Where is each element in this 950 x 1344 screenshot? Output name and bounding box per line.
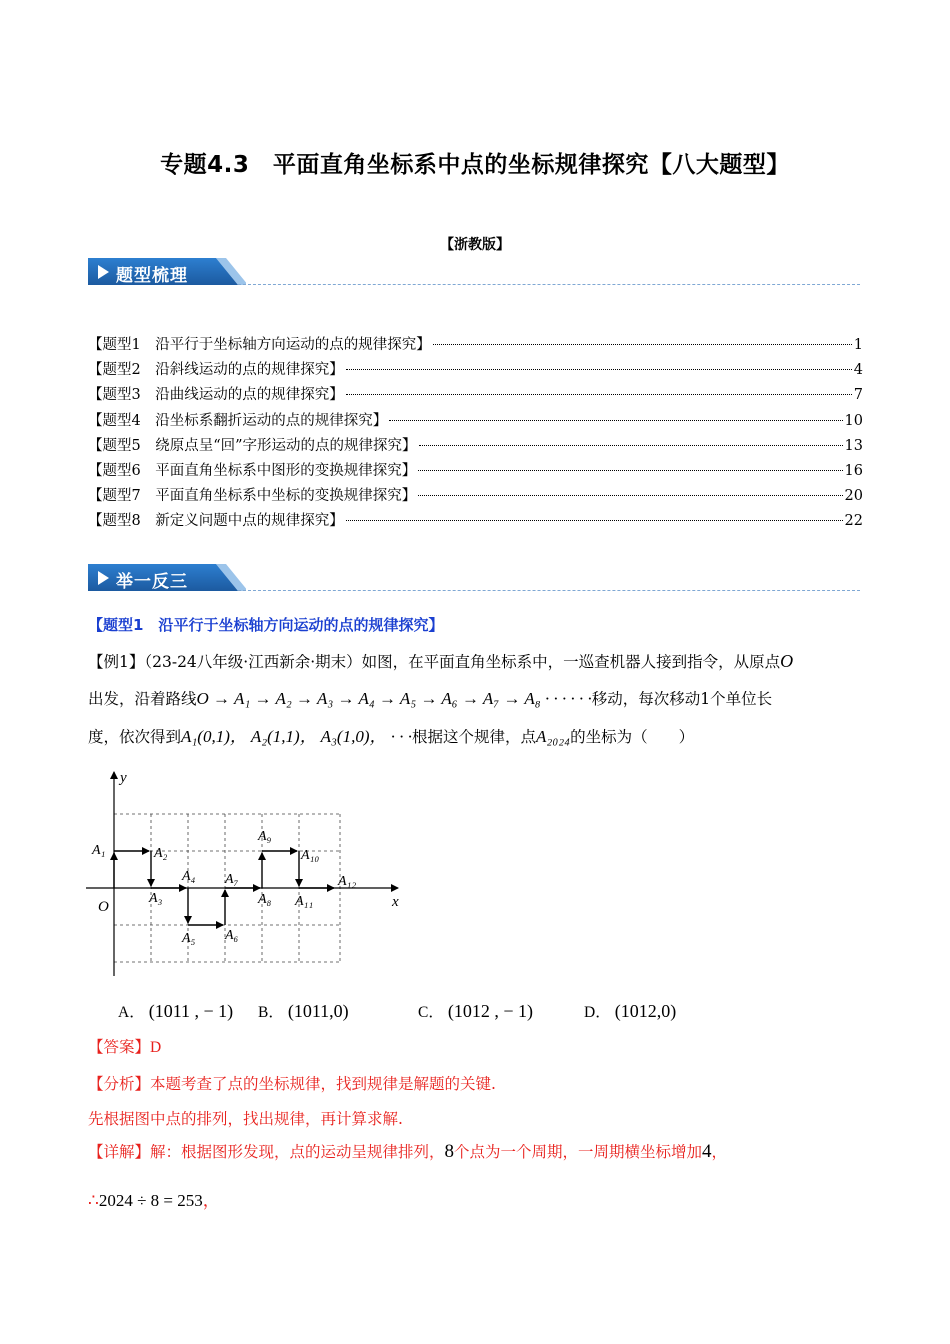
toc-item-label: 【题型2 沿斜线运动的点的规律探究】	[88, 362, 344, 379]
example-line-1: 【例1】（23-24八年级·江西新余·期末）如图，在平面直角坐标系中，一巡查机器人接到指令，从原点O	[88, 651, 794, 671]
point-label: A₈	[258, 892, 272, 907]
point-label: A₃	[149, 891, 163, 906]
toc-item-label: 【题型3 沿曲线运动的点的规律探究】	[88, 387, 344, 404]
choice-letter: A．	[118, 1004, 145, 1021]
toc-item-page: 22	[844, 513, 863, 530]
x-axis-label: x	[392, 894, 399, 910]
toc-item[interactable]	[88, 459, 863, 484]
point-label: A₅	[182, 931, 196, 946]
section-heading: 【题型1 沿平行于坐标轴方向运动的点的规律探究】	[88, 616, 444, 634]
point-label: A₁₀	[301, 848, 320, 863]
coordinate-figure	[86, 768, 416, 982]
banner-label: 题型梳理	[116, 266, 188, 286]
toc-leader	[389, 420, 842, 421]
edition-label: 【浙教版】	[440, 237, 510, 253]
banner-label: 举一反三	[116, 572, 188, 592]
toc-item[interactable]	[88, 383, 863, 408]
point-label: A₁₂	[338, 874, 357, 889]
choice-letter: D．	[584, 1004, 611, 1021]
toc-leader	[346, 369, 852, 370]
point-label: A₁₁	[295, 894, 314, 909]
calc-line: ∴2024 ÷ 8 = 253，	[88, 1191, 220, 1210]
toc-item-label: 【题型5 绕原点呈“回”字形运动的点的规律探究】	[88, 437, 417, 454]
choice-value: (1011,0)	[287, 1001, 349, 1021]
point-label: A₄	[182, 869, 196, 884]
toc-item[interactable]	[88, 333, 863, 358]
toc-item-page: 1	[853, 337, 863, 353]
origin-label: O	[98, 899, 109, 915]
page-title: 专题4.3 平面直角坐标系中点的坐标规律探究【八大题型】	[160, 152, 790, 178]
toc-leader	[419, 445, 843, 446]
toc-item[interactable]	[88, 409, 863, 434]
toc-item-label: 【题型1 沿平行于坐标轴方向运动的点的规律探究】	[88, 337, 431, 353]
point-label: A₇	[225, 872, 239, 887]
toc-item-page: 16	[844, 462, 863, 479]
choice-option[interactable]	[258, 1000, 349, 1022]
toc-item-page: 7	[853, 387, 863, 404]
point-label: A₆	[225, 928, 239, 943]
toc-leader	[418, 495, 842, 496]
choice-option[interactable]	[584, 1000, 676, 1022]
analysis-line-1: 【分析】本题考查了点的坐标规律，找到规律是解题的关键.	[88, 1075, 496, 1093]
analysis-line-2: 先根据图中点的排列，找出规律，再计算求解.	[88, 1110, 403, 1128]
toc-item[interactable]	[88, 358, 863, 383]
point-label: A₁	[92, 843, 106, 858]
toc-item[interactable]	[88, 509, 863, 534]
toc-item-label: 【题型8 新定义问题中点的规律探究】	[88, 513, 344, 530]
banner-examples	[88, 564, 860, 594]
play-icon	[98, 265, 109, 279]
choice-value: (1011 , − 1)	[148, 1001, 234, 1021]
choice-value: (1012,0)	[614, 1001, 677, 1021]
play-icon	[98, 571, 109, 585]
point-label: A₉	[258, 829, 272, 844]
toc-leader	[418, 470, 842, 471]
toc-item-label: 【题型4 沿坐标系翻折运动的点的规律探究】	[88, 412, 388, 429]
toc-item-page: 20	[844, 488, 863, 505]
example-line-2: 出发，沿着路线O → A₁ → A₂ → A₃ → A₄ → A₅ → A₆ → A₇ → A₈ · · · · · ·移动，每次移动1个单位长	[88, 689, 773, 708]
toc-leader	[346, 394, 852, 395]
toc-item[interactable]	[88, 434, 863, 459]
toc-item-page: 13	[844, 437, 863, 454]
choice-letter: C．	[418, 1004, 444, 1021]
toc-leader	[346, 520, 843, 521]
example-line-3: 度，依次得到A₁(0,1)， A₂(1,1)， A₃(1,0)， · · ·根据这个规律，点A₂₀₂₄的坐标为（ ）	[88, 727, 695, 746]
toc-item-label: 【题型6 平面直角坐标系中图形的变换规律探究】	[88, 462, 417, 479]
point-label: A₂	[154, 846, 168, 861]
choice-letter: B．	[258, 1004, 284, 1021]
toc-item-page: 10	[844, 412, 863, 429]
choice-option[interactable]	[118, 1000, 233, 1022]
table-of-contents	[88, 333, 863, 535]
choice-value: (1012 , − 1)	[447, 1001, 533, 1021]
answer-line: 【答案】D	[88, 1038, 162, 1056]
toc-item-page: 4	[853, 362, 863, 379]
y-axis-label: y	[120, 770, 127, 786]
detail-line: 【详解】解：根据图形发现，点的运动呈规律排列，8个点为一个周期，一周期横坐标增加4，	[88, 1141, 728, 1162]
toc-item[interactable]	[88, 484, 863, 509]
choice-option[interactable]	[418, 1000, 533, 1022]
toc-leader	[433, 344, 852, 345]
toc-item-label: 【题型7 平面直角坐标系中坐标的变换规律探究】	[88, 488, 417, 505]
banner-topic-overview	[88, 258, 860, 288]
